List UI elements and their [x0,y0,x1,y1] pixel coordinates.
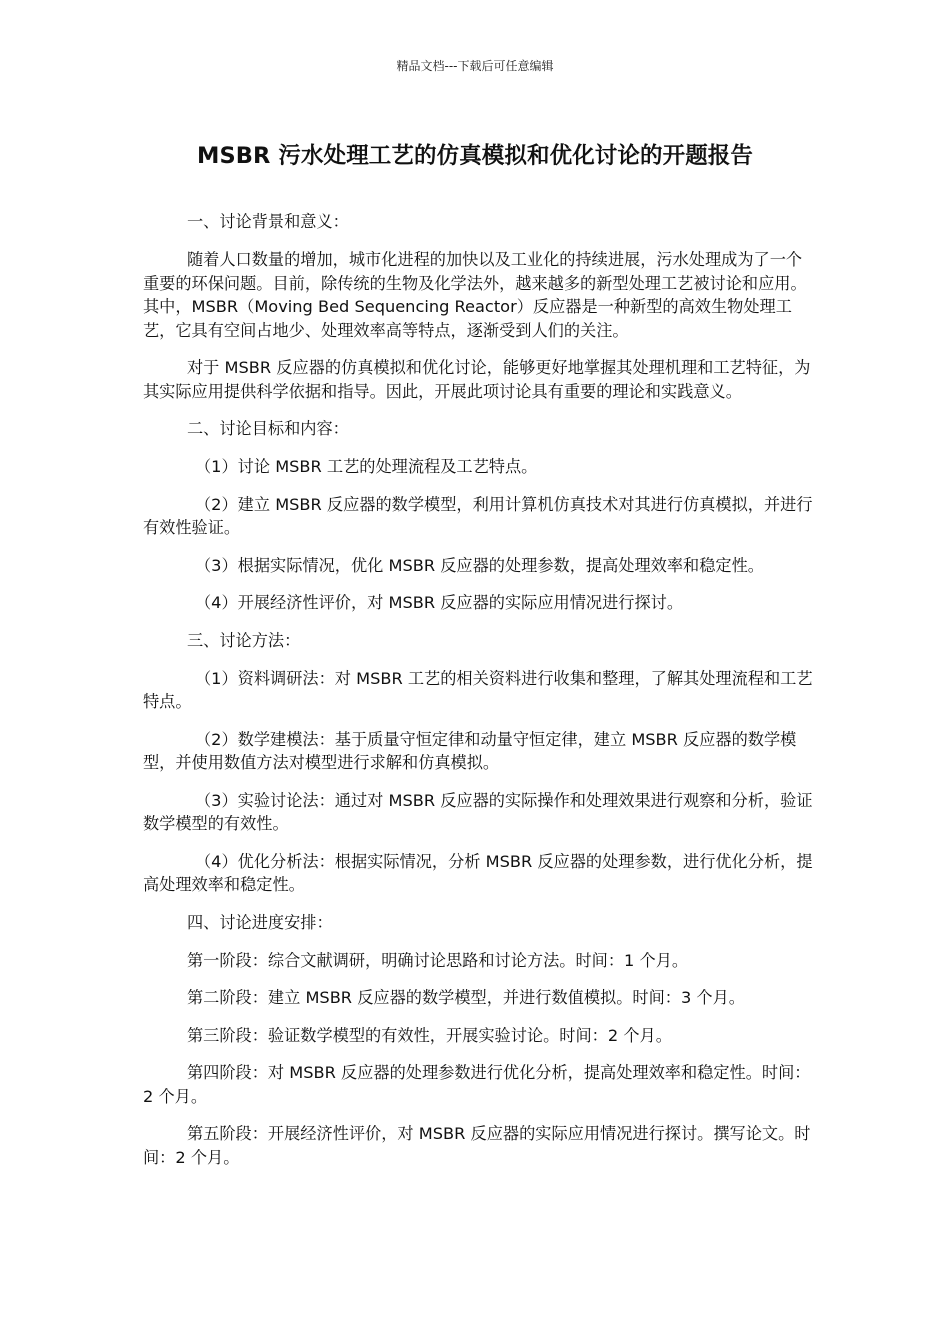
schedule-stage: 第四阶段：对 MSBR 反应器的处理参数进行优化分析，提高处理效率和稳定性。时间：2 个月。 [143,1063,811,1106]
objective-item: （2）建立 MSBR 反应器的数学模型，利用计算机仿真技术对其进行仿真模拟，并进行有效性验证。 [143,494,813,537]
section-heading-schedule: 四、讨论进度安排： [187,912,333,932]
section-heading-objectives: 二、讨论目标和内容： [187,419,349,438]
page-header: 精品文档---下载后可任意编辑 [396,59,554,73]
objective-item: （1）讨论 MSBR 工艺的处理流程及工艺特点。 [195,457,538,476]
section-heading-background: 一、讨论背景和意义： [187,212,349,231]
document-title: MSBR 污水处理工艺的仿真模拟和优化讨论的开题报告 [196,143,753,169]
objective-item: （3）根据实际情况，优化 MSBR 反应器的处理参数，提高处理效率和稳定性。 [195,555,764,575]
method-item: （1）资料调研法：对 MSBR 工艺的相关资料进行收集和整理，了解其处理流程和工艺特点。 [143,668,813,711]
schedule-stage: 第二阶段：建立 MSBR 反应器的数学模型，并进行数值模拟。时间：3 个月。 [187,988,745,1007]
section-heading-methods: 三、讨论方法： [187,630,301,650]
background-paragraph-2: 对于 MSBR 反应器的仿真模拟和优化讨论，能够更好地掌握其处理机理和工艺特征，为其实际应用提供科学依据和指导。因此，开展此项讨论具有重要的理论和实践意义。 [143,358,811,401]
background-paragraph-1: 随着人口数量的增加，城市化进程的加快以及工业化的持续进展，污水处理成为了一个重要的环保问题。目前，除传统的生物及化学法外，越来越多的新型处理工艺被讨论和应用。其中，MSBR（Moving Bed Sequencing Reactor）反应器是一种新型的高效生物处理工艺，它具有空间占地少、处理效率高等特点，逐渐受到人们的关注。 [143,250,807,340]
method-item: （3）实验讨论法：通过对 MSBR 反应器的实际操作和处理效果进行观察和分析，验证数学模型的有效性。 [143,790,813,833]
document-body [143,210,815,1183]
method-item: （4）优化分析法：根据实际情况，分析 MSBR 反应器的处理参数，进行优化分析，提高处理效率和稳定性。 [143,851,813,894]
schedule-stage: 第三阶段：验证数学模型的有效性，开展实验讨论。时间：2 个月。 [187,1025,672,1045]
schedule-stage: 第一阶段：综合文献调研，明确讨论思路和讨论方法。时间：1 个月。 [187,950,689,970]
schedule-stage: 第五阶段：开展经济性评价，对 MSBR 反应器的实际应用情况进行探讨。撰写论文。时间：2 个月。 [143,1124,811,1167]
method-item: （2）数学建模法：基于质量守恒定律和动量守恒定律，建立 MSBR 反应器的数学模型，并使用数值方法对模型进行求解和仿真模拟。 [143,729,797,772]
objective-item: （4）开展经济性评价，对 MSBR 反应器的实际应用情况进行探讨。 [195,593,684,612]
